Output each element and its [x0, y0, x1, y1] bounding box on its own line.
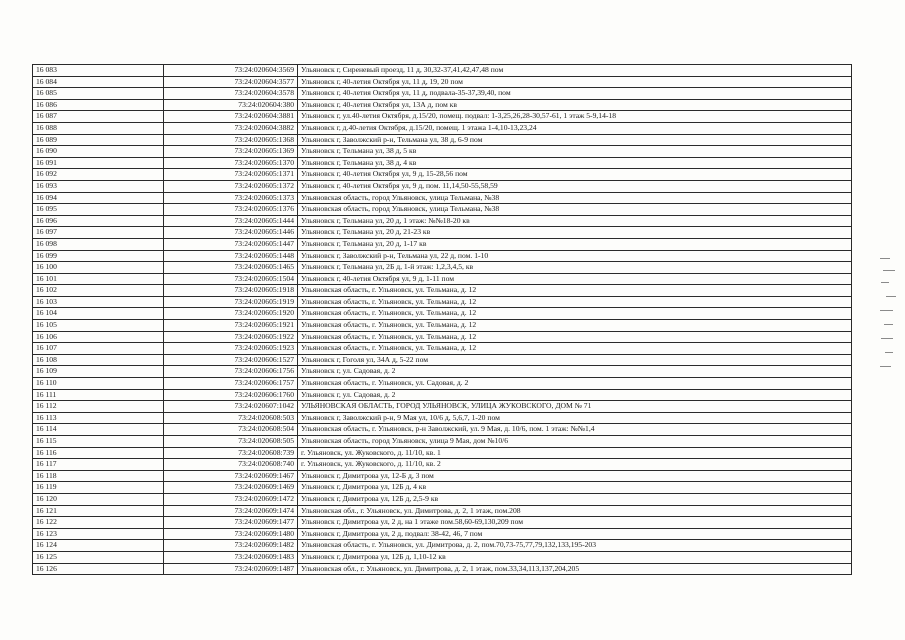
cadastral-number-cell: 73:24:020605:1465 — [164, 262, 298, 274]
cadastral-number-cell: 73:24:020606:1760 — [164, 389, 298, 401]
cadastral-number-cell: 73:24:020608:503 — [164, 412, 298, 424]
row-number-cell: 16 124 — [33, 540, 164, 552]
table-row — [33, 262, 852, 274]
cadastral-number-cell: 73:24:020605:1923 — [164, 343, 298, 355]
address-cell: Ульяновск г, Димитрова ул, 12Б д, 2,5-9 кв — [298, 493, 852, 505]
address-cell: Ульяновская область, город Ульяновск, улица Тельмана, №38 — [298, 192, 852, 204]
address-cell: УЛЬЯНОВСКАЯ ОБЛАСТЬ, ГОРОД УЛЬЯНОВСК, УЛИЦА ЖУКОВСКОГО, ДОМ № 71 — [298, 401, 852, 413]
row-number-cell: 16 096 — [33, 215, 164, 227]
address-cell: Ульяновск г, Димитрова ул, 12Б д, 4 кв — [298, 482, 852, 494]
row-number-cell: 16 091 — [33, 157, 164, 169]
cadastral-number-cell: 73:24:020604:3569 — [164, 65, 298, 77]
row-number-cell: 16 090 — [33, 146, 164, 158]
margin-stamp-marks — [878, 252, 900, 382]
row-number-cell: 16 104 — [33, 308, 164, 320]
table-row — [33, 192, 852, 204]
row-number-cell: 16 125 — [33, 551, 164, 563]
registry-table — [32, 64, 852, 575]
address-cell: Ульяновск г, Тельмана ул, 20 д, 1 этаж: №№18-20 кв — [298, 215, 852, 227]
table-row — [33, 88, 852, 100]
row-number-cell: 16 094 — [33, 192, 164, 204]
cadastral-number-cell: 73:24:020608:505 — [164, 436, 298, 448]
cadastral-number-cell: 73:24:020609:1477 — [164, 517, 298, 529]
row-number-cell: 16 119 — [33, 482, 164, 494]
table-row — [33, 528, 852, 540]
address-cell: Ульяновск г, Димитрова ул, 2 д, на 1 этаже пом.58,60-69,130,209 пом — [298, 517, 852, 529]
table-row — [33, 65, 852, 77]
address-cell: Ульяновск г, 40-летия Октября ул, 9 д, 15-28,56 пом — [298, 169, 852, 181]
table-row — [33, 563, 852, 575]
address-cell: Ульяновск г, ул. Садовая, д. 2 — [298, 389, 852, 401]
table-row — [33, 320, 852, 332]
address-cell: Ульяновск г, 40-летия Октября ул, 13А д, пом кв — [298, 99, 852, 111]
row-number-cell: 16 111 — [33, 389, 164, 401]
row-number-cell: 16 100 — [33, 262, 164, 274]
table-row — [33, 482, 852, 494]
address-cell: Ульяновск г, 40-летия Октября ул, 11 д, подвала-35-37,39,40, пом — [298, 88, 852, 100]
table-row — [33, 436, 852, 448]
table-row — [33, 366, 852, 378]
cadastral-number-cell: 73:24:020605:1368 — [164, 134, 298, 146]
table-row — [33, 273, 852, 285]
address-cell: Ульяновск г, 40-летия Октября ул, 9 д, 1-11 пом — [298, 273, 852, 285]
address-cell: Ульяновская область, г. Ульяновск, ул. Садовая, д. 2 — [298, 378, 852, 390]
cadastral-number-cell: 73:24:020606:1756 — [164, 366, 298, 378]
address-cell: Ульяновская обл., г. Ульяновск, ул. Димитрова, д. 2, 1 этаж, пом.208 — [298, 505, 852, 517]
cadastral-number-cell: 73:24:020604:3577 — [164, 76, 298, 88]
cadastral-number-cell: 73:24:020608:504 — [164, 424, 298, 436]
address-cell: г. Ульяновск, ул. Жуковского, д. 11/10, кв. 2 — [298, 459, 852, 471]
cadastral-number-cell: 73:24:020606:1527 — [164, 354, 298, 366]
cadastral-number-cell: 73:24:020606:1757 — [164, 378, 298, 390]
cadastral-number-cell: 73:24:020605:1371 — [164, 169, 298, 181]
row-number-cell: 16 107 — [33, 343, 164, 355]
cadastral-number-cell: 73:24:020604:3881 — [164, 111, 298, 123]
table-row — [33, 470, 852, 482]
table-row — [33, 134, 852, 146]
address-cell: Ульяновская область, г. Ульяновск, ул. Тельмана, д. 12 — [298, 296, 852, 308]
table-row — [33, 296, 852, 308]
row-number-cell: 16 114 — [33, 424, 164, 436]
cadastral-number-cell: 73:24:020609:1469 — [164, 482, 298, 494]
row-number-cell: 16 120 — [33, 493, 164, 505]
cadastral-number-cell: 73:24:020604:3882 — [164, 122, 298, 134]
table-row — [33, 378, 852, 390]
row-number-cell: 16 108 — [33, 354, 164, 366]
cadastral-number-cell: 73:24:020605:1918 — [164, 285, 298, 297]
cadastral-number-cell: 73:24:020608:740 — [164, 459, 298, 471]
table-row — [33, 540, 852, 552]
table-row — [33, 169, 852, 181]
cadastral-number-cell: 73:24:020605:1448 — [164, 250, 298, 262]
address-cell: Ульяновская область, г. Ульяновск, ул. Тельмана, д. 12 — [298, 308, 852, 320]
row-number-cell: 16 084 — [33, 76, 164, 88]
address-cell: Ульяновск г, Сиреневый проезд, 11 д, 30,32-37,41,42,47,48 пом — [298, 65, 852, 77]
address-cell: Ульяновская область, г. Ульяновск, ул. Тельмана, д. 12 — [298, 285, 852, 297]
row-number-cell: 16 106 — [33, 331, 164, 343]
cadastral-number-cell: 73:24:020605:1446 — [164, 227, 298, 239]
cadastral-number-cell: 73:24:020605:1504 — [164, 273, 298, 285]
cadastral-number-cell: 73:24:020604:380 — [164, 99, 298, 111]
cadastral-number-cell: 73:24:020609:1472 — [164, 493, 298, 505]
cadastral-number-cell: 73:24:020609:1487 — [164, 563, 298, 575]
cadastral-number-cell: 73:24:020609:1467 — [164, 470, 298, 482]
cadastral-number-cell: 73:24:020605:1922 — [164, 331, 298, 343]
table-row — [33, 389, 852, 401]
address-cell: Ульяновская область, г. Ульяновск, ул. Тельмана, д. 12 — [298, 320, 852, 332]
address-cell: Ульяновск г, Заволжский р-н, Тельмана ул, 22 д, пом. 1-10 — [298, 250, 852, 262]
address-cell: Ульяновск г, Тельмана ул, 38 д, 5 кв — [298, 146, 852, 158]
row-number-cell: 16 092 — [33, 169, 164, 181]
table-row — [33, 424, 852, 436]
address-cell: Ульяновская область, г. Ульяновск, р-н Заволжский, ул. 9 Мая, д. 10/6, пом. 1 этаж: №№1,4 — [298, 424, 852, 436]
table-row — [33, 447, 852, 459]
row-number-cell: 16 087 — [33, 111, 164, 123]
row-number-cell: 16 103 — [33, 296, 164, 308]
address-cell: Ульяновск г, Тельмана ул, 38 д, 4 кв — [298, 157, 852, 169]
address-cell: Ульяновская область, г. Ульяновск, ул. Тельмана, д. 12 — [298, 343, 852, 355]
table-row — [33, 331, 852, 343]
cadastral-number-cell: 73:24:020607:1042 — [164, 401, 298, 413]
table-row — [33, 204, 852, 216]
table-row — [33, 122, 852, 134]
table-row — [33, 146, 852, 158]
table-row — [33, 505, 852, 517]
address-cell: Ульяновск г, 40-летия Октября ул, 11 д, 19, 20 пом — [298, 76, 852, 88]
cadastral-number-cell: 73:24:020605:1447 — [164, 238, 298, 250]
row-number-cell: 16 118 — [33, 470, 164, 482]
row-number-cell: 16 099 — [33, 250, 164, 262]
cadastral-number-cell: 73:24:020605:1444 — [164, 215, 298, 227]
cadastral-number-cell: 73:24:020609:1474 — [164, 505, 298, 517]
cadastral-number-cell: 73:24:020604:3578 — [164, 88, 298, 100]
row-number-cell: 16 115 — [33, 436, 164, 448]
address-cell: Ульяновск г, ул.40-летия Октября, д.15/20, помещ. подвал: 1-3,25,26,28-30,57-61, 1 этаж 5-9,14-18 — [298, 111, 852, 123]
row-number-cell: 16 085 — [33, 88, 164, 100]
address-cell: г. Ульяновск, ул. Жуковского, д. 11/10, кв. 1 — [298, 447, 852, 459]
table-row — [33, 343, 852, 355]
table-row — [33, 308, 852, 320]
row-number-cell: 16 121 — [33, 505, 164, 517]
row-number-cell: 16 098 — [33, 238, 164, 250]
table-row — [33, 412, 852, 424]
row-number-cell: 16 088 — [33, 122, 164, 134]
row-number-cell: 16 116 — [33, 447, 164, 459]
cadastral-number-cell: 73:24:020605:1921 — [164, 320, 298, 332]
address-cell: Ульяновская область, город Ульяновск, улица 9 Мая, дом №10/6 — [298, 436, 852, 448]
cadastral-number-cell: 73:24:020605:1919 — [164, 296, 298, 308]
row-number-cell: 16 117 — [33, 459, 164, 471]
address-cell: Ульяновск г, 40-летия Октября ул, 9 д, пом. 11,14,50-55,58,59 — [298, 180, 852, 192]
address-cell: Ульяновская область, город Ульяновск, улица Тельмана, №38 — [298, 204, 852, 216]
row-number-cell: 16 101 — [33, 273, 164, 285]
cadastral-number-cell: 73:24:020605:1376 — [164, 204, 298, 216]
table-row — [33, 76, 852, 88]
registry-table-body — [33, 65, 852, 575]
address-cell: Ульяновск г, Заволжский р-н, Тельмана ул, 38 д, 6-9 пом — [298, 134, 852, 146]
row-number-cell: 16 083 — [33, 65, 164, 77]
row-number-cell: 16 086 — [33, 99, 164, 111]
table-row — [33, 99, 852, 111]
table-row — [33, 493, 852, 505]
address-cell: Ульяновск г, Заволжский р-н, 9 Мая ул, 10/6 д, 5,6,7, 1-20 пом — [298, 412, 852, 424]
cadastral-number-cell: 73:24:020609:1482 — [164, 540, 298, 552]
table-row — [33, 227, 852, 239]
row-number-cell: 16 110 — [33, 378, 164, 390]
row-number-cell: 16 089 — [33, 134, 164, 146]
address-cell: Ульяновск г, Тельмана ул, 20 д, 1-17 кв — [298, 238, 852, 250]
cadastral-number-cell: 73:24:020609:1480 — [164, 528, 298, 540]
address-cell: Ульяновская обл., г. Ульяновск, ул. Димитрова, д. 2, 1 этаж, пом.33,34,113,137,204,205 — [298, 563, 852, 575]
table-row — [33, 180, 852, 192]
table-row — [33, 238, 852, 250]
table-row — [33, 459, 852, 471]
row-number-cell: 16 105 — [33, 320, 164, 332]
table-row — [33, 285, 852, 297]
table-row — [33, 401, 852, 413]
row-number-cell: 16 102 — [33, 285, 164, 297]
row-number-cell: 16 109 — [33, 366, 164, 378]
row-number-cell: 16 095 — [33, 204, 164, 216]
address-cell: Ульяновск г, Гоголя ул, 34А д, 5-22 пом — [298, 354, 852, 366]
cadastral-number-cell: 73:24:020605:1370 — [164, 157, 298, 169]
address-cell: Ульяновск г, Тельмана ул, 20 д, 21-23 кв — [298, 227, 852, 239]
table-row — [33, 157, 852, 169]
address-cell: Ульяновск г, Димитрова ул, 12Б д, 1,10-12 кв — [298, 551, 852, 563]
row-number-cell: 16 112 — [33, 401, 164, 413]
cadastral-number-cell: 73:24:020605:1372 — [164, 180, 298, 192]
row-number-cell: 16 126 — [33, 563, 164, 575]
cadastral-number-cell: 73:24:020608:739 — [164, 447, 298, 459]
address-cell: Ульяновск г, Тельмана ул, 2Б д, 1-й этаж: 1,2,3,4,5, кв — [298, 262, 852, 274]
address-cell: Ульяновск г, ул. Садовая, д. 2 — [298, 366, 852, 378]
cadastral-number-cell: 73:24:020605:1920 — [164, 308, 298, 320]
table-row — [33, 551, 852, 563]
cadastral-number-cell: 73:24:020605:1369 — [164, 146, 298, 158]
row-number-cell: 16 122 — [33, 517, 164, 529]
row-number-cell: 16 093 — [33, 180, 164, 192]
table-row — [33, 215, 852, 227]
address-cell: Ульяновск г, Димитрова ул, 2 д, подвал: 38-42, 46, 7 пом — [298, 528, 852, 540]
cadastral-number-cell: 73:24:020609:1483 — [164, 551, 298, 563]
table-row — [33, 111, 852, 123]
address-cell: Ульяновск г, д.40-летия Октября, д.15/20, помещ. 1 этажа 1-4,10-13,23,24 — [298, 122, 852, 134]
address-cell: Ульяновская область, г. Ульяновск, ул. Тельмана, д. 12 — [298, 331, 852, 343]
table-row — [33, 517, 852, 529]
row-number-cell: 16 113 — [33, 412, 164, 424]
row-number-cell: 16 097 — [33, 227, 164, 239]
table-row — [33, 354, 852, 366]
table-row — [33, 250, 852, 262]
cadastral-number-cell: 73:24:020605:1373 — [164, 192, 298, 204]
address-cell: Ульяновск г, Димитрова ул, 12-Б д, 3 пом — [298, 470, 852, 482]
row-number-cell: 16 123 — [33, 528, 164, 540]
address-cell: Ульяновская область, г. Ульяновск, ул. Димитрова, д. 2, пом.70,73-75,77,79,132,133,195-203 — [298, 540, 852, 552]
